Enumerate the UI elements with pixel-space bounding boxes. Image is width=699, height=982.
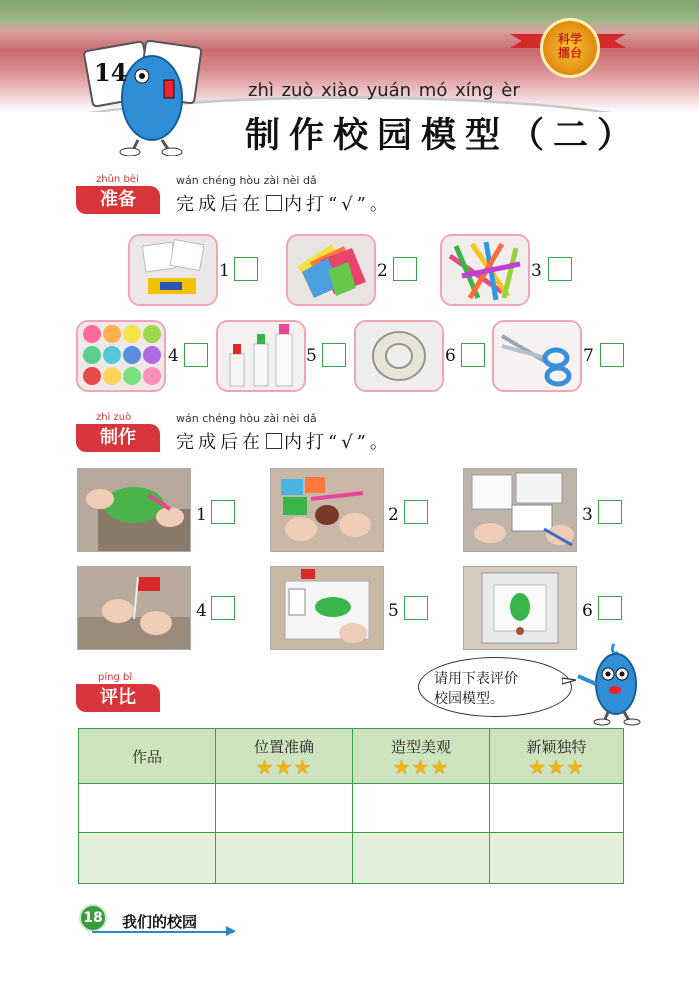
prepare-checkbox-1[interactable]	[234, 257, 258, 281]
make-checkbox-1[interactable]	[211, 500, 235, 524]
checkbox-symbol	[266, 195, 282, 211]
gluing-sticks-photo	[271, 469, 383, 551]
table-cell[interactable]	[490, 833, 624, 884]
step-photo-4	[77, 566, 191, 650]
instruction-before: 完成后在	[176, 432, 264, 453]
header-position	[216, 729, 353, 784]
header-work	[79, 729, 216, 784]
checkbox-symbol	[266, 433, 282, 449]
bubble-line-2: 校园模型。	[434, 691, 504, 707]
drawing-buildings-photo	[464, 469, 576, 551]
instruction-after: 内打“√”。	[284, 194, 392, 215]
step-number: 6	[582, 601, 593, 621]
assembling-model-photo	[271, 567, 383, 649]
glue-bottles-icon	[218, 322, 304, 390]
evaluation-table	[78, 728, 624, 884]
page-title: 制作校园模型（二）	[245, 116, 642, 156]
header-label: 作品	[131, 747, 162, 766]
step-photo-1	[77, 468, 191, 552]
header-shape	[353, 729, 490, 784]
make-instruction-pinyin: wán chéng hòu zài nèi dǎ	[176, 412, 317, 425]
material-paper-and-glue	[128, 234, 218, 306]
finished-model-photo	[464, 567, 576, 649]
material-tape	[354, 320, 444, 392]
bubble-text	[434, 669, 564, 709]
item-number: 6	[445, 346, 456, 366]
prepare-checkbox-4[interactable]	[184, 343, 208, 367]
step-photo-5	[270, 566, 384, 650]
material-clay	[76, 320, 166, 392]
colored-paper-icon	[288, 236, 374, 304]
item-number: 5	[306, 346, 317, 366]
table-cell[interactable]	[79, 833, 216, 884]
make-checkbox-3[interactable]	[598, 500, 622, 524]
make-label: 制作	[76, 424, 160, 452]
evaluate-label-pinyin: píng bǐ	[98, 672, 133, 683]
header-novelty	[490, 729, 624, 784]
step-number: 1	[196, 505, 207, 525]
table-cell[interactable]	[353, 833, 490, 884]
title-pinyin: zhì zuò xiào yuán mó xíng èr	[248, 80, 520, 101]
table-row	[79, 784, 624, 833]
make-label-pinyin: zhì zuò	[96, 412, 132, 423]
badge-line-2: 擂台	[557, 46, 582, 60]
table-row	[79, 833, 624, 884]
prepare-checkbox-3[interactable]	[548, 257, 572, 281]
step-number: 3	[582, 505, 593, 525]
making-flag-photo	[78, 567, 190, 649]
evaluate-label: 评比	[76, 684, 160, 712]
header-label: 新颖独特	[526, 737, 587, 756]
table-cell[interactable]	[216, 833, 353, 884]
material-colored-paper	[286, 234, 376, 306]
prepare-checkbox-7[interactable]	[600, 343, 624, 367]
item-number: 3	[531, 261, 542, 281]
cutting-paper-photo	[78, 469, 190, 551]
prepare-instruction	[176, 190, 392, 216]
clay-icon	[78, 322, 164, 390]
scissors-icon	[494, 322, 580, 390]
item-number: 4	[168, 346, 179, 366]
prepare-checkbox-5[interactable]	[322, 343, 346, 367]
table-cell[interactable]	[79, 784, 216, 833]
make-checkbox-2[interactable]	[404, 500, 428, 524]
table-cell[interactable]	[216, 784, 353, 833]
item-number: 7	[583, 346, 594, 366]
badge-line-1: 科学	[557, 32, 582, 46]
prepare-checkbox-6[interactable]	[461, 343, 485, 367]
item-number: 1	[219, 261, 230, 281]
paper-and-glue-icon	[130, 236, 216, 304]
make-instruction	[176, 428, 392, 454]
material-glue-bottles	[216, 320, 306, 392]
colored-sticks-icon	[442, 236, 528, 304]
material-scissors	[492, 320, 582, 392]
footer-divider	[92, 931, 234, 933]
prepare-checkbox-2[interactable]	[393, 257, 417, 281]
make-checkbox-6[interactable]	[598, 596, 622, 620]
instruction-before: 完成后在	[176, 194, 264, 215]
step-number: 5	[388, 601, 399, 621]
header-label: 造型美观	[390, 737, 451, 756]
mascot-pointing-icon	[574, 640, 654, 726]
science-arena-badge	[540, 18, 600, 78]
bubble-line-1: 请用下表评价	[434, 671, 518, 687]
footer-title: 我们的校园	[122, 913, 198, 931]
material-colored-sticks	[440, 234, 530, 306]
step-photo-3	[463, 468, 577, 552]
page-number: 18	[79, 904, 107, 932]
star-rating-icon: ★★★	[528, 754, 585, 779]
star-rating-icon: ★★★	[255, 754, 313, 779]
item-number: 2	[377, 261, 388, 281]
table-cell[interactable]	[490, 784, 624, 833]
table-cell[interactable]	[353, 784, 490, 833]
tape-roll-icon	[356, 322, 442, 390]
prepare-instruction-pinyin: wán chéng hòu zài nèi dǎ	[176, 174, 317, 187]
step-photo-6	[463, 566, 577, 650]
arrow-right-icon	[226, 926, 236, 936]
step-photo-2	[270, 468, 384, 552]
prepare-label-pinyin: zhǔn bèi	[96, 174, 139, 185]
prepare-label: 准备	[76, 186, 160, 214]
table-header-row	[79, 729, 624, 784]
header-label: 位置准确	[253, 737, 314, 756]
step-number: 2	[388, 505, 399, 525]
step-number: 4	[196, 601, 207, 621]
lesson-number: 14	[94, 58, 128, 87]
make-checkbox-4[interactable]	[211, 596, 235, 620]
make-checkbox-5[interactable]	[404, 596, 428, 620]
instruction-after: 内打“√”。	[284, 432, 392, 453]
star-rating-icon: ★★★	[392, 754, 450, 779]
